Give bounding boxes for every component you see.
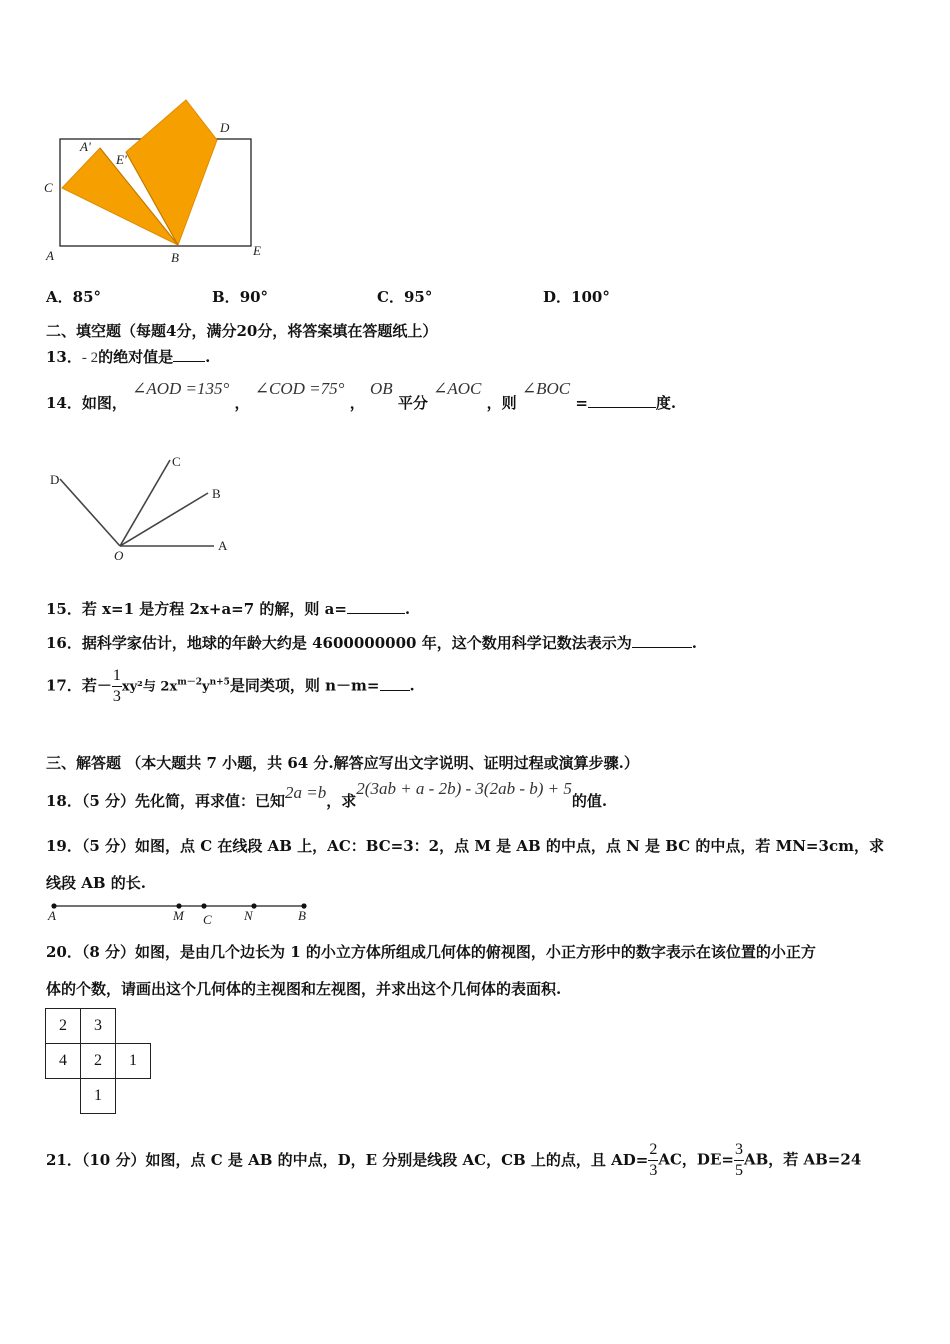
segment-label-m: M: [173, 908, 184, 923]
grid-cell: 2: [81, 1044, 116, 1079]
option-b: B．90°: [212, 288, 269, 306]
label-c: C: [44, 180, 53, 195]
segment-label-a: A: [48, 908, 56, 923]
angle-label-o: O: [114, 548, 124, 562]
segment-label-n: N: [244, 908, 253, 923]
question-18: 18．（5 分）先化简，再求值：已知2a =b，求2(3ab + a - 2b) - 3(2ab - b) + 5的值.: [46, 779, 608, 810]
question-13: 13．- 2的绝对值是 .: [46, 348, 211, 366]
question-19-line-1: 19．（5 分）如图，点 C 在线段 AB 上，AC：BC=3：2，点 M 是 AB 的中点，点 N 是 BC 的中点，若 MN=3cm，求: [46, 837, 884, 855]
segment-label-b: B: [298, 908, 306, 923]
label-b: B: [171, 250, 179, 265]
angle-label-b: B: [212, 486, 221, 501]
ray-ob: [120, 493, 208, 546]
option-c: C．95°: [377, 288, 433, 306]
top-view-grid: [45, 1008, 151, 1114]
option-d: D．100°: [543, 288, 610, 306]
fraction-one-third: $\frac{1}{3}$: [112, 667, 121, 705]
question-17: 17．若－ $\frac{1}{3}$ xy²与 $2x^{m-2}y^{n+5}$是同类项，则 n－m= .: [46, 667, 415, 705]
question-16: 16．据科学家估计，地球的年龄大约是 4600000000 年，这个数用科学记数法表示为 .: [46, 634, 697, 652]
question-20-line-1: 20．（8 分）如图，是由几个边长为 1 的小立方体所组成几何体的俯视图，小正方形中的数字表示在该位置的小正方: [46, 943, 816, 961]
grid-cell: 4: [46, 1044, 81, 1079]
grid-cell-empty: [116, 1079, 151, 1114]
grid-cell: 1: [81, 1079, 116, 1114]
question-14: 14．如图， ∠AOD =135° ， ∠COD =75° ， OB 平分 ∠AOC ，则 ∠BOC = 度.: [46, 379, 677, 412]
segment-figure: [42, 898, 312, 926]
label-a-prime: A': [80, 139, 91, 154]
section-2-heading: 二、填空题（每题4分，满分20分，将答案填在答题纸上）: [46, 322, 438, 340]
grid-cell: 1: [116, 1044, 151, 1079]
folded-rectangle-figure: [40, 92, 280, 270]
grid-cell-empty: [46, 1079, 81, 1114]
label-e: E: [253, 243, 261, 258]
option-a: A．85°: [46, 288, 102, 306]
ray-od: [60, 479, 120, 546]
question-19-line-2: 线段 AB 的长.: [46, 874, 146, 892]
label-a: A: [46, 248, 54, 263]
grid-cell-empty: [116, 1009, 151, 1044]
label-e-prime: E': [116, 152, 127, 167]
fraction-three-fifths: $\frac{3}{5}$: [734, 1141, 743, 1179]
ray-oc: [120, 460, 170, 546]
angle-label-c: C: [172, 454, 181, 469]
segment-label-c: C: [203, 912, 212, 926]
fraction-two-thirds: $\frac{2}{3}$: [649, 1141, 658, 1179]
angle-figure: [44, 450, 244, 562]
question-21: 21．（10 分）如图，点 C 是 AB 的中点，D，E 分别是线段 AC，CB 上的点，且 AD= $\frac{2}{3}$ AC，DE= $\frac{3}{5}$ AB，若 AB=24: [46, 1141, 862, 1179]
question-15: 15．若 x=1 是方程 2x+a=7 的解，则 a= .: [46, 600, 411, 618]
section-3-heading: 三、解答题 （本大题共 7 小题，共 64 分.解答应写出文字说明、证明过程或演算步骤.）: [46, 754, 639, 772]
point-c: [201, 903, 206, 908]
angle-label-d: D: [50, 472, 60, 487]
grid-cell: 2: [46, 1009, 81, 1044]
label-d: D: [220, 120, 230, 135]
grid-cell: 3: [81, 1009, 116, 1044]
angle-label-a: A: [218, 538, 228, 553]
question-20-line-2: 体的个数，请画出这个几何体的主视图和左视图，并求出这个几何体的表面积.: [46, 980, 562, 998]
